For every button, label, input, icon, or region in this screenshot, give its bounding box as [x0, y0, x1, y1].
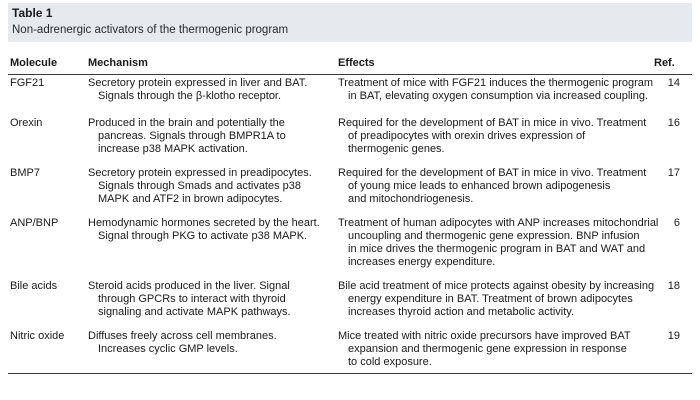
table-row	[8, 217, 692, 280]
column-header-ref: Ref.	[654, 57, 675, 69]
table-row	[8, 77, 692, 117]
column-header-molecule: Molecule	[10, 57, 58, 69]
mechanism-cell: Diffuses freely across cell membranes. Increases cyclic GMP levels.	[88, 330, 277, 355]
molecule-cell: Bile acids	[10, 280, 58, 292]
ref-cell: 16	[667, 117, 680, 129]
ref-cell: 6	[673, 217, 680, 229]
molecule-cell: Nitric oxide	[10, 330, 65, 342]
table-header	[8, 3, 692, 42]
table-body	[8, 77, 692, 376]
mechanism-cell: Secretory protein expressed in preadipocytes. Signals through Smads and activates p38 MAPK and ATF2 in brown adipocytes.	[88, 167, 312, 205]
molecule-cell: BMP7	[10, 167, 40, 179]
column-header-mechanism: Mechanism	[88, 57, 148, 69]
molecule-cell: Orexin	[10, 117, 43, 129]
table-row	[8, 117, 692, 167]
table-row	[8, 280, 692, 330]
effects-cell: Treatment of human adipocytes with ANP increases mitochondrial uncoupling and thermogenic gene expression. BNP infusion in mice drives the thermogenic program in BAT and WAT and increases energy expenditure.	[338, 217, 659, 268]
table-row	[8, 167, 692, 217]
ref-cell: 17	[667, 167, 680, 179]
column-header-effects: Effects	[338, 57, 375, 69]
mechanism-cell: Produced in the brain and potentially the pancreas. Signals through BMPR1A to increase p38 MAPK activation.	[88, 117, 286, 155]
mechanism-cell: Hemodynamic hormones secreted by the heart. Signal through PKG to activate p38 MAPK.	[88, 217, 320, 242]
mechanism-cell: Steroid acids produced in the liver. Signal through GPCRs to interact with thyroid signaling and activate MAPK pathways.	[88, 280, 291, 318]
header-rule	[8, 74, 692, 75]
effects-cell: Bile acid treatment of mice protects against obesity by increasing energy expenditure in BAT. Treatment of brown adipocytes increases thyroid action and metabolic activity.	[338, 280, 655, 318]
column-headers	[8, 57, 692, 75]
ref-cell: 14	[667, 77, 680, 89]
footer-rule	[8, 373, 692, 374]
effects-cell: Mice treated with nitric oxide precursors have improved BAT expansion and thermogenic gene expression in response to cold exposure.	[338, 330, 631, 368]
effects-cell: Required for the development of BAT in mice in vivo. Treatment of preadipocytes with orexin drives expression of thermogenic genes.	[338, 117, 647, 155]
effects-cell: Treatment of mice with FGF21 induces the thermogenic program in BAT, elevating oxygen consumption via increased coupling.	[338, 77, 654, 102]
effects-cell: Required for the development of BAT in mice in vivo. Treatment of young mice leads to enhanced brown adipogenesis and mitochondriogenesis.	[338, 167, 647, 205]
ref-cell: 19	[667, 330, 680, 342]
molecule-cell: FGF21	[10, 77, 45, 89]
table-caption: Non-adrenergic activators of the thermogenic program	[12, 24, 289, 36]
table-row	[8, 330, 692, 376]
table-label: Table 1	[12, 6, 53, 20]
ref-cell: 18	[667, 280, 680, 292]
molecule-cell: ANP/BNP	[10, 217, 59, 229]
mechanism-cell: Secretory protein expressed in liver and BAT. Signals through the β-klotho receptor.	[88, 77, 308, 102]
